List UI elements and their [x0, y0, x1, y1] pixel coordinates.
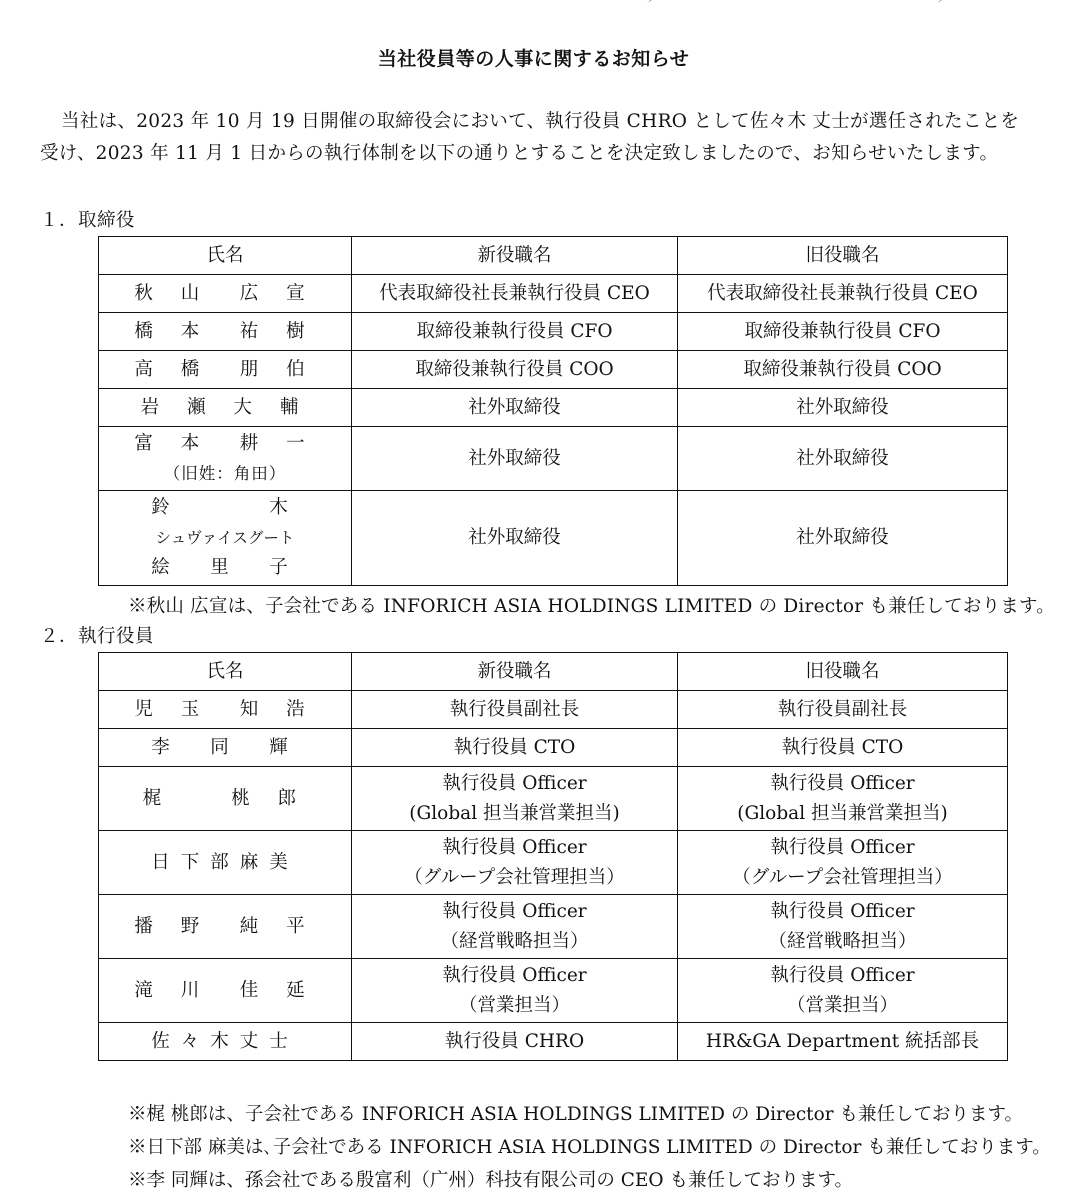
old-role-cell — [678, 895, 1008, 959]
section-heading-directors: １．取締役 — [40, 210, 136, 231]
new-role-cell: 取締役兼執行役員 CFO — [352, 313, 678, 351]
old-role-cell — [678, 959, 1008, 1023]
former-name: （旧姓：角田） — [163, 463, 287, 483]
table-row — [99, 427, 1008, 491]
table-row — [99, 767, 1008, 831]
table-row — [99, 831, 1008, 895]
bracket-mark-left — [646, 0, 653, 2]
new-role-detail: （営業担当） — [458, 994, 570, 1016]
name-cell: 滝 川 佳 延 — [99, 959, 352, 1023]
old-role-cell: 執行役員副社長 — [678, 691, 1008, 729]
name-main: 富 本 耕 一 — [134, 432, 316, 454]
old-role-cell: 社外取締役 — [678, 427, 1008, 491]
old-role-title: 執行役員 Officer — [770, 900, 915, 922]
table-row — [99, 351, 1008, 389]
table-header-row — [99, 653, 1008, 691]
old-role-title: 執行役員 Officer — [770, 772, 915, 794]
old-role-cell: 代表取締役社長兼執行役員 CEO — [678, 275, 1008, 313]
intro-line-2: 受け、2023 年 11 月 1 日からの執行体制を以下の通りとすることを決定致しましたので、お知らせいたします。 — [40, 143, 999, 164]
new-role-cell — [352, 831, 678, 895]
name-cell: 梶 桃 郎 — [99, 767, 352, 831]
new-role-title: 執行役員 Officer — [442, 836, 587, 858]
new-role-cell: 社外取締役 — [352, 389, 678, 427]
officers-table — [98, 652, 1008, 1061]
name-cell: 児 玉 知 浩 — [99, 691, 352, 729]
new-role-cell — [352, 895, 678, 959]
officers-notes — [128, 1098, 1051, 1197]
new-role-cell — [352, 767, 678, 831]
directors-table — [98, 236, 1008, 586]
intro-line-1: 当社は、2023 年 10 月 19 日開催の取締役会において、執行役員 CHRO として佐々木 丈士が選任されたことを — [61, 111, 1020, 132]
new-role-title: 執行役員 Officer — [442, 772, 587, 794]
old-role-cell — [678, 831, 1008, 895]
table-row — [99, 691, 1008, 729]
page-header-marks — [640, 0, 950, 4]
new-role-cell — [352, 959, 678, 1023]
table-row — [99, 275, 1008, 313]
new-role-detail: (Global 担当兼営業担当) — [409, 802, 620, 824]
new-role-cell: 執行役員副社長 — [352, 691, 678, 729]
old-role-cell: 社外取締役 — [678, 491, 1008, 586]
name-line-1: 鈴 木 — [151, 497, 299, 518]
name-cell: 岩 瀬 大 輔 — [99, 389, 352, 427]
old-role-title: 執行役員 Officer — [770, 964, 915, 986]
new-role-cell: 社外取締役 — [352, 427, 678, 491]
old-role-cell: 社外取締役 — [678, 389, 1008, 427]
old-role-cell: HR&GA Department 統括部長 — [678, 1023, 1008, 1061]
name-cell — [99, 427, 352, 491]
header-new-role: 新役職名 — [352, 237, 678, 275]
table-row — [99, 729, 1008, 767]
officers-note-3: ※李 同輝は、孫会社である殷富利（广州）科技有限公司の CEO も兼任しております。 — [128, 1170, 853, 1191]
new-role-title: 執行役員 Officer — [442, 964, 587, 986]
old-role-cell: 執行役員 CTO — [678, 729, 1008, 767]
section-heading-officers: ２．執行役員 — [40, 626, 155, 647]
table-row — [99, 895, 1008, 959]
old-role-cell — [678, 767, 1008, 831]
name-cell: 播 野 純 平 — [99, 895, 352, 959]
header-new-role: 新役職名 — [352, 653, 678, 691]
intro-paragraph — [40, 106, 1030, 170]
officers-note-2: ※日下部 麻美は､子会社である INFORICH ASIA HOLDINGS LIMITED の Director も兼任しております。 — [128, 1137, 1051, 1158]
name-cell: 佐々木丈士 — [99, 1023, 352, 1061]
document-title: 当社役員等の人事に関するお知らせ — [377, 48, 690, 70]
name-cell: 橋 本 祐 樹 — [99, 313, 352, 351]
officers-note-1: ※梶 桃郎は、子会社である INFORICH ASIA HOLDINGS LIMITED の Director も兼任しております。 — [128, 1104, 1023, 1125]
new-role-detail: （グループ会社管理担当） — [404, 866, 625, 888]
table-header-row — [99, 237, 1008, 275]
name-cell: 李 同 輝 — [99, 729, 352, 767]
name-cell: 日下部麻美 — [99, 831, 352, 895]
name-cell: 秋 山 広 宣 — [99, 275, 352, 313]
new-role-cell: 社外取締役 — [352, 491, 678, 586]
bracket-mark-right — [936, 0, 943, 2]
new-role-cell: 代表取締役社長兼執行役員 CEO — [352, 275, 678, 313]
old-role-cell: 取締役兼執行役員 COO — [678, 351, 1008, 389]
table-row — [99, 389, 1008, 427]
header-name: 氏名 — [99, 237, 352, 275]
name-line-3: 絵 里 子 — [151, 557, 299, 578]
old-role-title: 執行役員 Officer — [770, 836, 915, 858]
old-role-detail: (Global 担当兼営業担当) — [737, 802, 948, 824]
name-cell — [99, 491, 352, 586]
header-old-role: 旧役職名 — [678, 653, 1008, 691]
new-role-detail: （経営戦略担当） — [440, 930, 589, 952]
name-cell: 高 橋 朋 伯 — [99, 351, 352, 389]
name-line-2: シュヴァイスグート — [155, 529, 295, 547]
new-role-cell: 取締役兼執行役員 COO — [352, 351, 678, 389]
new-role-cell: 執行役員 CTO — [352, 729, 678, 767]
old-role-detail: （グループ会社管理担当） — [732, 866, 953, 888]
header-old-role: 旧役職名 — [678, 237, 1008, 275]
old-role-cell: 取締役兼執行役員 CFO — [678, 313, 1008, 351]
directors-note: ※秋山 広宣は、子会社である INFORICH ASIA HOLDINGS LIMITED の Director も兼任しております。 — [128, 596, 1055, 617]
table-row — [99, 313, 1008, 351]
old-role-detail: （営業担当） — [786, 994, 898, 1016]
new-role-title: 執行役員 Officer — [442, 900, 587, 922]
table-row — [99, 959, 1008, 1023]
new-role-cell: 執行役員 CHRO — [352, 1023, 678, 1061]
table-row — [99, 1023, 1008, 1061]
old-role-detail: （経営戦略担当） — [768, 930, 917, 952]
table-row — [99, 491, 1008, 586]
header-name: 氏名 — [99, 653, 352, 691]
